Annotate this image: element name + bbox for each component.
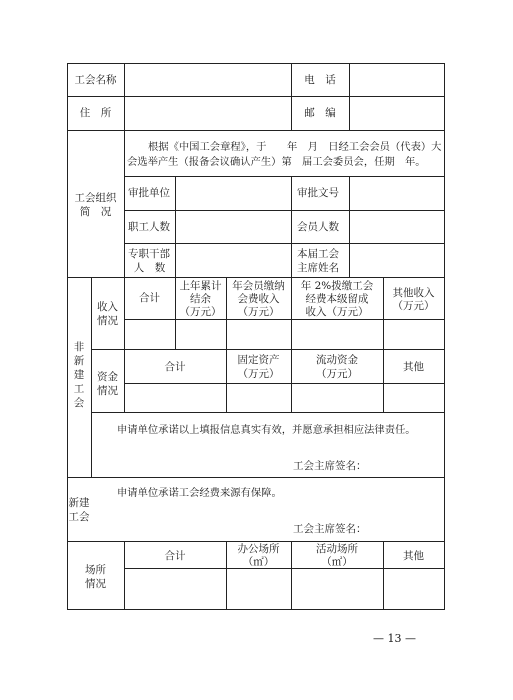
funds-total-header: 合计 (164, 361, 186, 373)
allocation-header-3: 收入（万元） (305, 306, 369, 318)
phone-label: 电 话 (304, 74, 336, 86)
office-venue-header-2: （㎡） (242, 556, 275, 568)
org-paragraph-line-1: 根据《中国工会章程》，于 年 月 日经工会会员（代表）大 (148, 141, 442, 153)
fulltime-staff-label-1: 专职干部 (128, 248, 170, 260)
prev-year-header-2: 结余 (190, 293, 211, 305)
allocation-header-1: 年 2%拨缴工会 (300, 280, 374, 292)
other-income-header-2: （万元） (392, 300, 435, 312)
new-union-label-1: 新建 (68, 497, 90, 509)
table-border-right (444, 63, 445, 610)
fulltime-staff-label-2: 人 数 (133, 262, 166, 274)
org-brief-label-1: 工会组织 (74, 192, 117, 204)
activity-venue-header-1: 活动场所 (316, 543, 358, 555)
annual-dues-header-2: 会费收入 (237, 293, 280, 305)
row-line (124, 176, 444, 177)
chair-name-label-1: 本届工会 (297, 248, 339, 260)
row-line (91, 349, 444, 350)
union-name-label: 工会名称 (74, 74, 117, 86)
row-line (91, 412, 444, 413)
col-line (349, 63, 350, 130)
approval-doc-no-label: 审批文号 (297, 187, 339, 199)
new-commitment-text: 申请单位承诺工会经费来源有保障。 (117, 487, 282, 499)
fixed-assets-header-2: （万元） (237, 368, 280, 380)
income-label-2: 情况 (97, 315, 118, 327)
row-line (67, 477, 444, 478)
annual-dues-header-1: 年会员缴纳 (232, 280, 285, 292)
venue-total-header: 合计 (164, 550, 186, 562)
income-label-1: 收入 (97, 301, 118, 313)
row-line (124, 383, 444, 384)
col-line (175, 176, 176, 277)
col-line (124, 63, 125, 277)
non-new-union-label: 非 新 建 工 会 (73, 341, 85, 409)
funds-label-1: 资金 (97, 371, 118, 383)
new-chair-signature-label: 工会主席签名： (293, 523, 367, 535)
new-union-label-2: 工会 (68, 511, 90, 523)
row-line (124, 243, 444, 244)
postcode-label: 邮 编 (304, 107, 336, 119)
income-total-header: 合计 (139, 292, 160, 304)
member-count-label: 会员人数 (297, 221, 339, 233)
fixed-assets-header-1: 固定资产 (237, 354, 280, 366)
allocation-header-2: 经费本级留成 (305, 293, 369, 305)
activity-venue-header-2: （㎡） (321, 556, 353, 568)
col-line (349, 176, 350, 277)
page-number: — 13 — (373, 632, 416, 645)
col-line (291, 176, 292, 277)
approval-unit-label: 审批单位 (128, 187, 170, 199)
current-funds-header-1: 流动资金 (316, 354, 358, 366)
venue-label-1: 场所 (85, 564, 106, 576)
row-line (124, 319, 444, 320)
office-venue-header-1: 办公场所 (237, 543, 280, 555)
venue-other-header: 其他 (403, 550, 424, 562)
employee-count-label: 职工人数 (128, 221, 170, 233)
commitment-text: 申请单位承诺以上填报信息真实有效，并愿意承担相应法律责任。 (117, 424, 416, 436)
address-label: 住 所 (79, 107, 112, 119)
annual-dues-header-3: （万元） (237, 306, 280, 318)
chair-name-label-2: 主席姓名 (297, 262, 339, 274)
chair-signature-label: 工会主席签名： (293, 460, 367, 472)
org-brief-label-2: 简 况 (79, 206, 112, 218)
prev-year-header-1: 上年累计 (179, 280, 222, 292)
prev-year-header-3: （万元） (179, 306, 222, 318)
org-paragraph-line-2: 会选举产生（报备会议确认产生）第 届工会委员会，任期 年。 (127, 156, 426, 168)
funds-label-2: 情况 (97, 385, 118, 397)
current-funds-header-2: （万元） (316, 368, 358, 380)
table-border-left (67, 63, 68, 610)
funds-other-header: 其他 (403, 361, 424, 373)
other-income-header-1: 其他收入 (392, 287, 435, 299)
row-line (124, 210, 444, 211)
venue-label-2: 情况 (85, 578, 106, 590)
